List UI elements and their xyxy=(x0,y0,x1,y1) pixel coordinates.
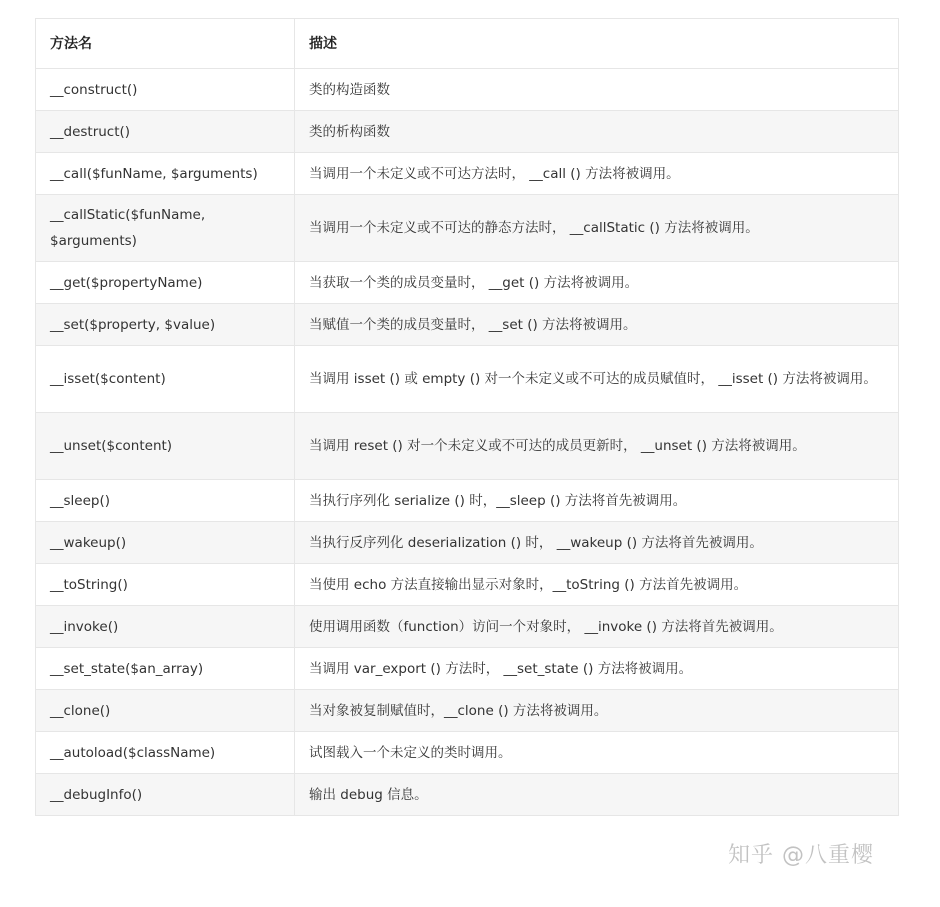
method-cell: __get($propertyName) xyxy=(36,262,295,304)
magic-methods-table-container xyxy=(35,18,898,816)
table-row xyxy=(36,153,899,195)
table-row xyxy=(36,195,899,262)
method-cell: __destruct() xyxy=(36,111,295,153)
description-header: 描述 xyxy=(295,19,899,69)
method-cell: __set($property, $value) xyxy=(36,304,295,346)
description-cell: 当获取一个类的成员变量时， __get () 方法将被调用。 xyxy=(295,262,899,304)
description-cell: 当调用一个未定义或不可达方法时， __call () 方法将被调用。 xyxy=(295,153,899,195)
description-cell: 类的构造函数 xyxy=(295,69,899,111)
method-cell: __wakeup() xyxy=(36,522,295,564)
method-cell: __call($funName, $arguments) xyxy=(36,153,295,195)
description-cell: 类的析构函数 xyxy=(295,111,899,153)
table-row xyxy=(36,648,899,690)
description-cell: 当调用 var_export () 方法时， __set_state () 方法将被调用。 xyxy=(295,648,899,690)
method-cell: __isset($content) xyxy=(36,346,295,413)
method-name-header: 方法名 xyxy=(36,19,295,69)
table-row xyxy=(36,564,899,606)
table-row xyxy=(36,304,899,346)
table-row xyxy=(36,774,899,816)
table-row xyxy=(36,413,899,480)
table-row xyxy=(36,522,899,564)
table-row xyxy=(36,69,899,111)
method-cell: __sleep() xyxy=(36,480,295,522)
description-cell: 试图载入一个未定义的类时调用。 xyxy=(295,732,899,774)
description-cell: 当对象被复制赋值时，__clone () 方法将被调用。 xyxy=(295,690,899,732)
table-row xyxy=(36,262,899,304)
method-cell: __unset($content) xyxy=(36,413,295,480)
method-cell: __set_state($an_array) xyxy=(36,648,295,690)
method-cell: __invoke() xyxy=(36,606,295,648)
description-cell: 当调用一个未定义或不可达的静态方法时， __callStatic () 方法将被调用。 xyxy=(295,195,899,262)
header-row xyxy=(36,19,899,69)
description-cell: 输出 debug 信息。 xyxy=(295,774,899,816)
method-cell: __clone() xyxy=(36,690,295,732)
table-row xyxy=(36,606,899,648)
table-row xyxy=(36,732,899,774)
description-cell: 当调用 reset () 对一个未定义或不可达的成员更新时， __unset () 方法将被调用。 xyxy=(295,413,899,480)
table-row xyxy=(36,111,899,153)
method-cell: __callStatic($funName, $arguments) xyxy=(36,195,295,262)
method-cell: __toString() xyxy=(36,564,295,606)
description-cell: 使用调用函数（function）访问一个对象时， __invoke () 方法将首先被调用。 xyxy=(295,606,899,648)
description-cell: 当使用 echo 方法直接输出显示对象时，__toString () 方法首先被调用。 xyxy=(295,564,899,606)
table-row xyxy=(36,480,899,522)
description-cell: 当赋值一个类的成员变量时， __set () 方法将被调用。 xyxy=(295,304,899,346)
magic-methods-table xyxy=(35,18,899,816)
zhihu-watermark: 知乎 @八重樱 xyxy=(728,843,874,868)
table-row xyxy=(36,346,899,413)
description-cell: 当执行反序列化 deserialization () 时， __wakeup () 方法将首先被调用。 xyxy=(295,522,899,564)
description-cell: 当执行序列化 serialize () 时，__sleep () 方法将首先被调用。 xyxy=(295,480,899,522)
method-cell: __construct() xyxy=(36,69,295,111)
method-cell: __autoload($className) xyxy=(36,732,295,774)
description-cell: 当调用 isset () 或 empty () 对一个未定义或不可达的成员赋值时， __isset () 方法将被调用。 xyxy=(295,346,899,413)
table-row xyxy=(36,690,899,732)
method-cell: __debugInfo() xyxy=(36,774,295,816)
